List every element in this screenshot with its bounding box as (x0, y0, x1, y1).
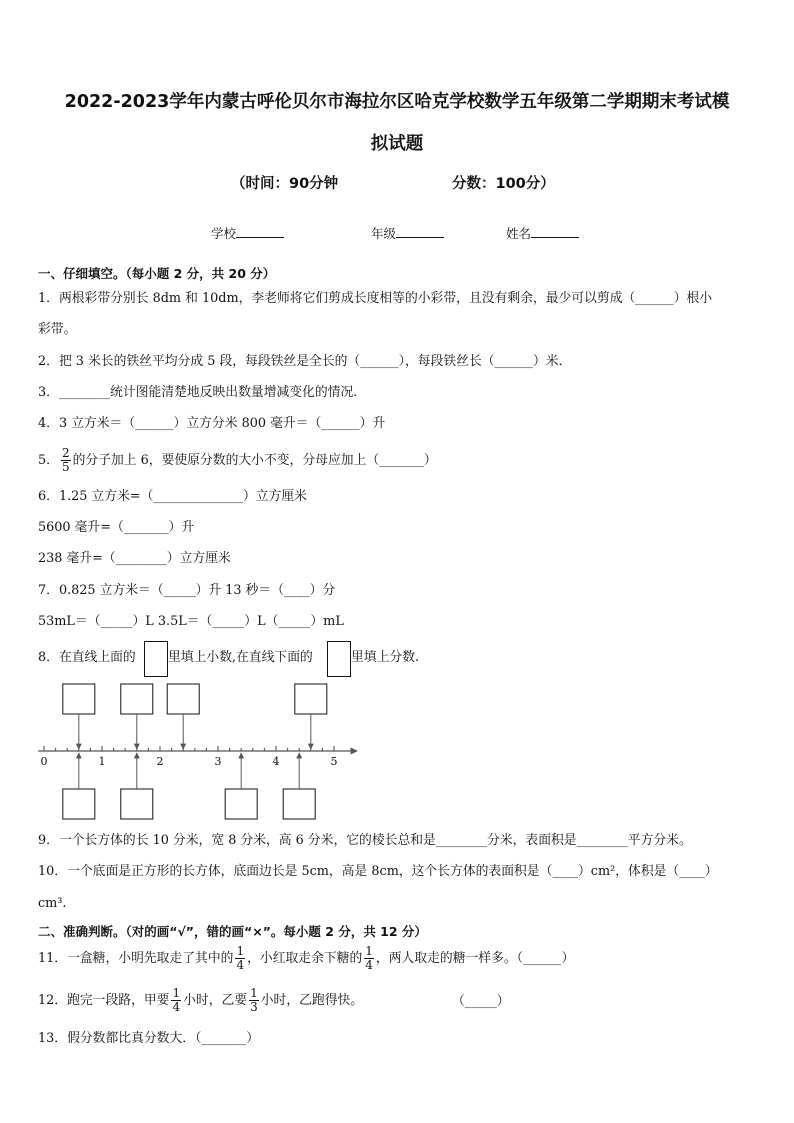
question-4: 4．3 立方米＝（______）立方分米 800 毫升＝（______）升 (38, 416, 386, 431)
lower-answer-box[interactable] (225, 789, 257, 819)
upper-answer-boxes (63, 684, 327, 749)
question-7-b: 53mL＝（_____）L 3.5L＝（_____）L（_____）mL (38, 614, 344, 629)
q11-frac2-den: 4 (365, 958, 373, 972)
q5-fraction (61, 447, 71, 474)
exam-score: 分数：100分） (452, 176, 555, 192)
q12-frac2-num: 1 (250, 986, 258, 1000)
q11-frac1-num: 1 (236, 944, 245, 958)
upper-answer-box[interactable] (295, 684, 327, 714)
q12-frac1-den: 4 (172, 1000, 181, 1014)
question-3: 3．________统计图能清楚地反映出数量增减变化的情况． (38, 385, 367, 400)
question-8-end: 里填上分数. (351, 650, 420, 665)
q5-prefix: 5． (38, 453, 59, 468)
grade-field (371, 224, 444, 242)
question-8-mid: 里填上小数,在直线下面的 (168, 650, 313, 665)
lower-answer-box[interactable] (121, 789, 153, 819)
question-6-a: 6．1.25 立方米=（______________）立方厘米 (38, 489, 307, 504)
question-12 (38, 986, 363, 1016)
question-12-blank: （_____） (452, 994, 510, 1009)
upper-answer-box[interactable] (121, 684, 153, 714)
question-6-b: 5600 毫升=（_______）升 (38, 520, 195, 535)
question-2: 2．把 3 米长的铁丝平均分成 5 段，每段铁丝是全长的（______），每段铁丝长（______）米． (38, 354, 572, 369)
question-5 (38, 446, 437, 476)
question-13: 13．假分数都比真分数大．（_______） (38, 1031, 260, 1046)
q12-frac2-den: 3 (250, 1000, 258, 1014)
question-8-prefix: 8．在直线上面的 (38, 650, 136, 665)
lower-answer-box[interactable] (283, 789, 315, 819)
exam-title-line1: 2022-2023学年内蒙古呼伦贝尔市海拉尔区哈克学校数学五年级第二学期期末考试模 (64, 92, 730, 112)
question-10-line2: cm³. (38, 896, 67, 911)
q12-fraction-2 (249, 987, 259, 1014)
school-field (211, 224, 284, 242)
q11-frac1-den: 4 (236, 958, 245, 972)
number-line-label: 2 (156, 755, 164, 768)
number-line-label: 3 (214, 755, 222, 768)
question-9: 9．一个长方体的长 10 分米，宽 8 分米，高 6 分米，它的棱长总和是________分米，表面积是________平方分米。 (38, 833, 692, 848)
grade-blank[interactable] (396, 225, 444, 238)
number-line-label: 1 (98, 755, 106, 768)
question-11 (38, 944, 574, 974)
q12-part-a: 12．跑完一段路，甲要 (38, 993, 170, 1008)
q11-fraction-2 (364, 945, 374, 972)
number-line-label: 0 (40, 755, 48, 768)
number-line-labels (41, 755, 338, 768)
question-1-line1: 1．两根彩带分别长 8dm 和 10dm，李老师将它们剪成长度相等的小彩带，且没有剩余，最少可以剪成（______）根小 (38, 291, 713, 306)
upper-answer-box[interactable] (63, 684, 95, 714)
question-7-a: 7．0.825 立方米＝（_____）升 13 秒＝（____）分 (38, 583, 336, 598)
q12-fraction-1 (171, 987, 181, 1014)
q11-part-c: ，两人取走的糖一样多。（______） (375, 951, 575, 966)
exam-time: （时间：90分钟 (231, 176, 339, 192)
upper-answer-box[interactable] (167, 684, 199, 714)
lower-answer-box[interactable] (63, 789, 95, 819)
section1-heading: 一、仔细填空。（每小题 2 分，共 20 分） (38, 266, 276, 281)
q11-part-b: ，小红取走余下糖的 (247, 951, 363, 966)
q12-frac1-num: 1 (172, 986, 181, 1000)
school-blank[interactable] (236, 225, 284, 238)
grade-label: 年级 (371, 226, 397, 241)
number-line-label: 4 (272, 755, 280, 768)
section2-heading: 二、准确判断。（对的画“√”，错的画“×”。每小题 2 分，共 12 分） (38, 924, 427, 939)
q8-inline-box-lower (327, 641, 351, 677)
name-field (506, 224, 579, 242)
q8-inline-box-upper (144, 641, 168, 677)
q11-frac2-num: 1 (365, 944, 373, 958)
q5-frac-den: 5 (61, 460, 70, 474)
school-label: 学校 (211, 226, 237, 241)
q5-frac-num: 2 (61, 446, 70, 460)
number-line-ticks (44, 746, 334, 751)
question-6-c: 238 毫升=（________）立方厘米 (38, 551, 231, 566)
question-1-line2: 彩带。 (38, 322, 77, 337)
name-label: 姓名 (506, 226, 532, 241)
q11-fraction-1 (235, 945, 245, 972)
q11-part-a: 11．一盒糖，小明先取走了其中的 (38, 951, 234, 966)
q12-part-b: 小时，乙要 (183, 993, 248, 1008)
exam-title-line2: 拟试题 (370, 134, 424, 154)
name-blank[interactable] (531, 225, 579, 238)
q5-rest: 的分子加上 6，要使原分数的大小不变，分母应加上（_______） (72, 453, 437, 468)
q12-part-c: 小时，乙跑得快。 (260, 993, 364, 1008)
number-line-label: 5 (330, 755, 338, 768)
number-line-figure (0, 676, 794, 826)
question-10-line1: 10．一个底面是正方形的长方体，底面边长是 5cm，高是 8cm，这个长方体的表面积是（____）cm²，体积是（____） (38, 864, 718, 879)
